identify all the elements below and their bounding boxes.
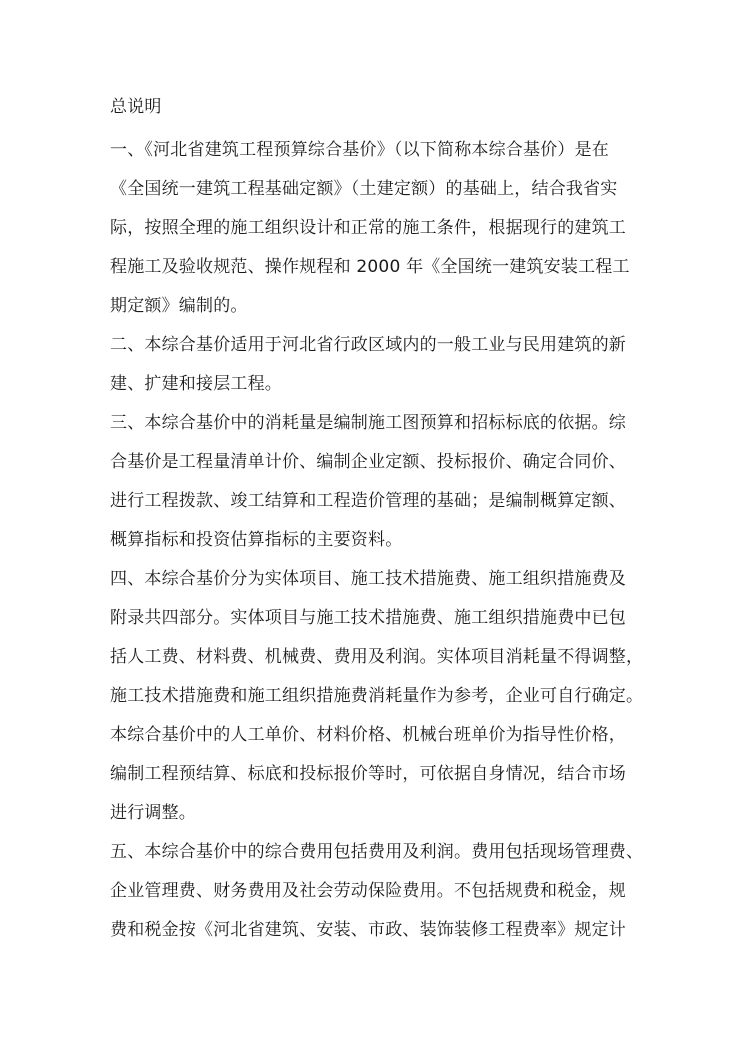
text-line-9: 合基价是工程量清单计价、编制企业定额、投标报价、确定合同价、 <box>110 452 626 472</box>
text-line-14: 括人工费、材料费、机械费、费用及利润。实体项目消耗量不得调整， <box>110 647 644 667</box>
document-title: 总说明 <box>110 97 162 117</box>
text-line-3: 际，按照全理的施工组织设计和正常的施工条件，根据现行的建筑工 <box>110 218 626 238</box>
text-line-8: 三、本综合基价中的消耗量是编制施工图预算和招标标底的依据。综 <box>110 413 626 433</box>
text-line-15: 施工技术措施费和施工组织措施费消耗量作为参考，企业可自行确定。 <box>110 686 644 706</box>
text-line-2: 《全国统一建筑工程基础定额》（土建定额）的基础上，结合我省实 <box>110 179 618 199</box>
text-line-10: 进行工程拨款、竣工结算和工程造价管理的基础；是编制概算定额、 <box>110 491 626 511</box>
text-line-18: 进行调整。 <box>110 803 196 823</box>
text-line-16: 本综合基价中的人工单价、材料价格、机械台班单价为指导性价格， <box>110 725 626 745</box>
text-line-13: 附录共四部分。实体项目与施工技术措施费、施工组织措施费中已包 <box>110 608 626 628</box>
text-line-11: 概算指标和投资估算指标的主要资料。 <box>110 530 403 550</box>
text-line-4: 程施工及验收规范、操作规程和 2000 年《全国统一建筑安装工程工 <box>110 257 630 277</box>
text-line-12: 四、本综合基价分为实体项目、施工技术措施费、施工组织措施费及 <box>110 569 626 589</box>
text-line-21: 费和税金按《河北省建筑、安装、市政、装饰装修工程费率》规定计 <box>110 920 626 940</box>
text-line-7: 建、扩建和接层工程。 <box>110 374 282 394</box>
text-line-6: 二、本综合基价适用于河北省行政区域内的一般工业与民用建筑的新 <box>110 335 626 355</box>
text-line-20: 企业管理费、财务费用及社会劳动保险费用。不包括规费和税金，规 <box>110 881 626 901</box>
text-line-5: 期定额》编制的。 <box>110 296 248 316</box>
text-line-17: 编制工程预结算、标底和投标报价等时，可依据自身情况，结合市场 <box>110 764 626 784</box>
text-line-19: 五、本综合基价中的综合费用包括费用及利润。费用包括现场管理费、 <box>110 842 644 862</box>
text-line-1: 一、《河北省建筑工程预算综合基价》（以下简称本综合基价）是在 <box>110 140 609 160</box>
